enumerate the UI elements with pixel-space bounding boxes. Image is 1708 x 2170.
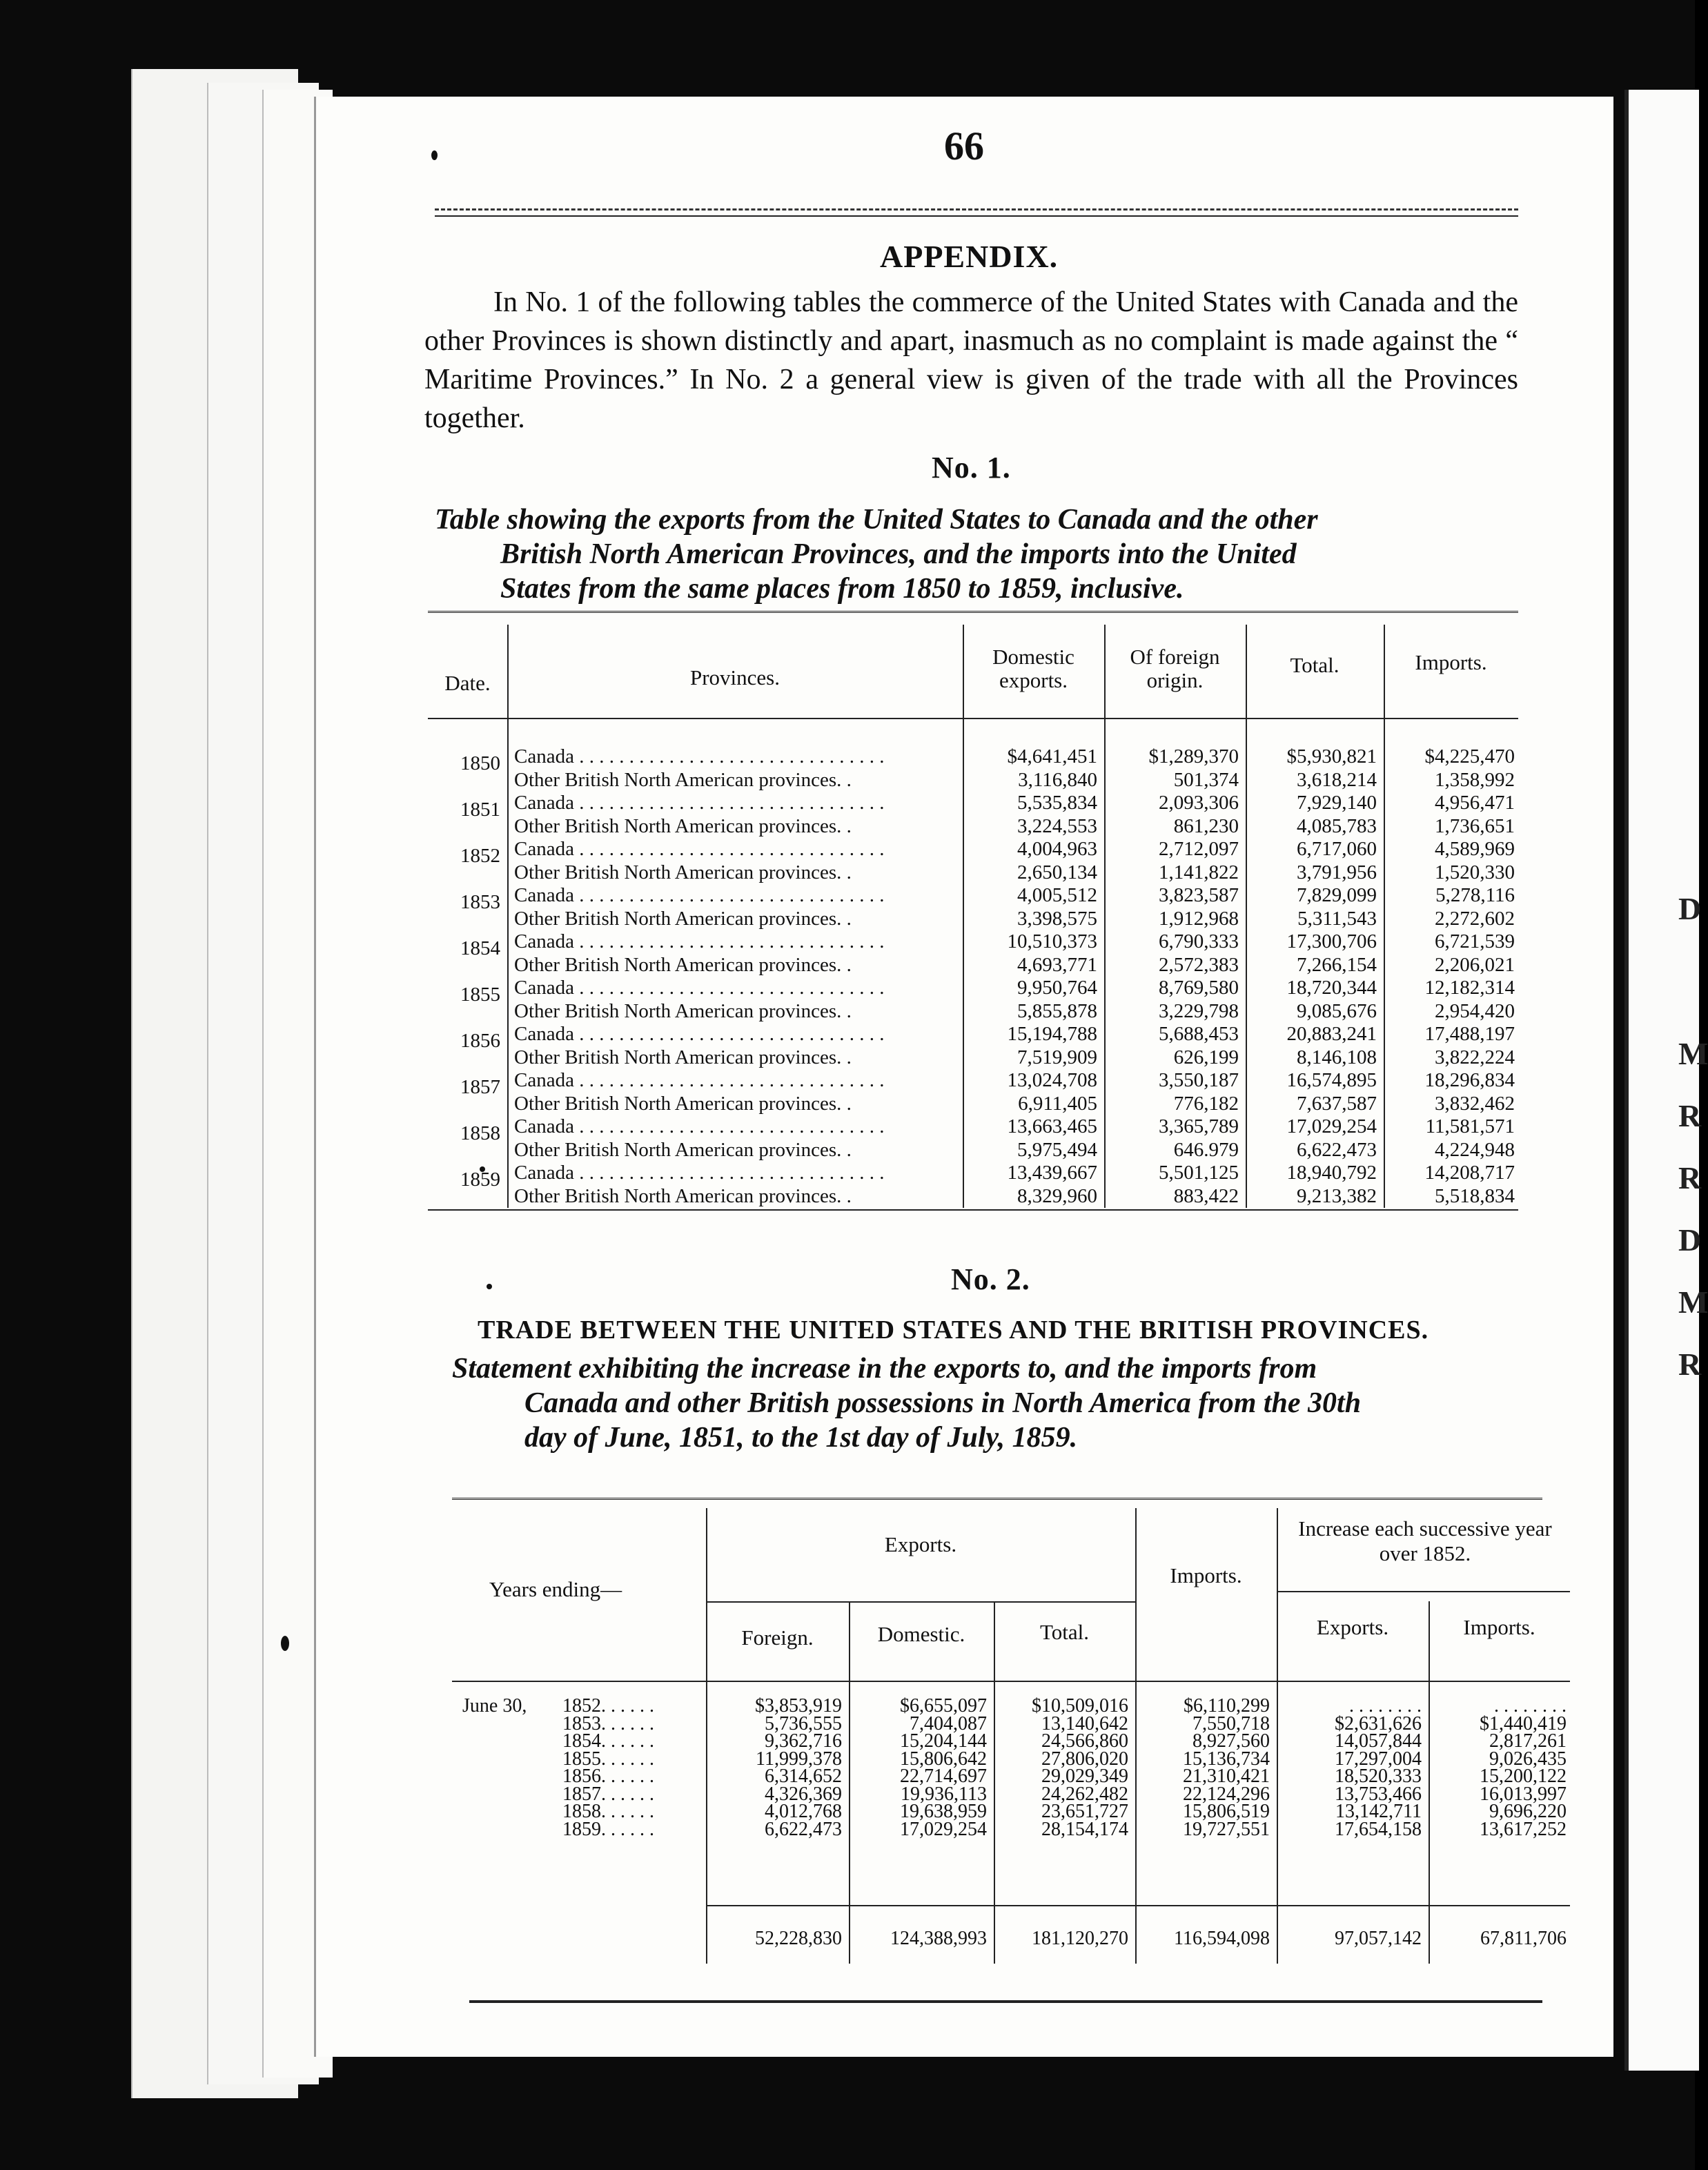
total-cell: 28,154,174 [1041, 1818, 1128, 1840]
table-row [428, 884, 1518, 913]
increase-exports-cell: 14,057,844 [1335, 1730, 1422, 1752]
year-cell: 1854. . . . . . [562, 1730, 654, 1752]
table-row [428, 1139, 1518, 1162]
increase-imports-cell: 2,817,261 [1489, 1730, 1567, 1752]
total-cell: 8,146,108 [1297, 1046, 1377, 1068]
table2-caption-line: Statement exhibiting the increase in the exports to, and the imports from [452, 1353, 1317, 1385]
column-header-exports: Exports. [884, 1532, 957, 1556]
increase-imports-cell: 9,026,435 [1489, 1748, 1567, 1770]
table2-title: TRADE BETWEEN THE UNITED STATES AND THE BRITISH PROVINCES. [478, 1316, 1429, 1345]
domestic-exports-cell: 2,650,134 [1017, 861, 1097, 883]
domestic-cell: 19,638,959 [900, 1801, 987, 1822]
imports-cell: 11,581,571 [1425, 1115, 1515, 1137]
domestic-cell: 17,029,254 [900, 1818, 987, 1840]
column-header-total: Total. [1039, 1620, 1089, 1644]
table-row [428, 1115, 1518, 1144]
imports-cell: 21,310,421 [1183, 1766, 1270, 1787]
province-cell: Canada . . . . . . . . . . . . . . . . . . . . . . . . . . . . . . . [514, 930, 885, 952]
increase-imports-cell: 15,200,122 [1480, 1766, 1567, 1787]
total-cell: 7,637,587 [1297, 1092, 1377, 1115]
province-cell: Other British North American provinces. . [514, 1092, 852, 1115]
table-row [452, 1730, 1570, 1752]
domestic-exports-cell: 4,004,963 [1017, 838, 1097, 860]
province-cell: Other British North American provinces. . [514, 907, 852, 930]
domestic-exports-cell: 10,510,373 [1007, 930, 1097, 952]
imports-cell: 18,296,834 [1424, 1069, 1515, 1091]
year-cell: 1859 [460, 1169, 500, 1191]
imports-cell: 1,520,330 [1435, 861, 1515, 883]
total-cell: 29,029,349 [1041, 1766, 1128, 1787]
header-divider [1277, 1591, 1570, 1592]
foreign-origin-cell: 626,199 [1173, 1046, 1239, 1068]
table-row [428, 1093, 1518, 1115]
table2-number: No. 2. [951, 1262, 1030, 1296]
total-cell: 4,085,783 [1297, 814, 1377, 837]
imports-cell: $4,225,470 [1424, 745, 1515, 768]
province-cell: Other British North American provinces. . [514, 999, 852, 1022]
imports-cell: 12,182,314 [1424, 977, 1515, 999]
imports-cell: 22,124,296 [1183, 1783, 1270, 1805]
intro-paragraph: In No. 1 of the following tables the commerce of the United States with Canada and the other Provinces is shown distinctly and apart, inasmuch as no complaint is made against the “ Maritime Provinces.” In No. 2 a general view is given of the trade with all the Provinces together. [424, 286, 1518, 434]
increase-imports-cell: 13,617,252 [1480, 1818, 1567, 1840]
foreign-origin-cell: 3,550,187 [1159, 1069, 1239, 1091]
province-cell: Canada . . . . . . . . . . . . . . . . . . . . . . . . . . . . . . . [514, 1069, 885, 1091]
imports-cell: 8,927,560 [1192, 1730, 1270, 1752]
province-cell: Canada . . . . . . . . . . . . . . . . . . . . . . . . . . . . . . . [514, 977, 885, 999]
column-header-imports: Imports. [1415, 650, 1487, 674]
domestic-exports-cell: $4,641,451 [1007, 745, 1097, 768]
total-domestic-cell: 124,388,993 [890, 1928, 987, 1949]
table1-caption-line: Table showing the exports from the United States to Canada and the other [435, 504, 1318, 536]
foreign-origin-cell: $1,289,370 [1148, 745, 1239, 768]
adjacent-page-edge [1624, 90, 1708, 2071]
domestic-exports-cell: 4,693,771 [1017, 953, 1097, 976]
foreign-origin-cell: 1,912,968 [1159, 907, 1239, 930]
table-row [428, 745, 1518, 774]
province-cell: Other British North American provinces. . [514, 814, 852, 837]
domestic-cell: 19,936,113 [901, 1783, 987, 1805]
year-cell: 1851 [460, 799, 500, 821]
edge-letter: D [1678, 891, 1702, 926]
increase-imports-cell: 16,013,997 [1480, 1783, 1567, 1805]
foreign-origin-cell: 5,688,453 [1159, 1023, 1239, 1045]
edge-letter: M [1678, 1284, 1708, 1320]
header-rule [435, 208, 1518, 211]
column-header-domestic: Domestic exports. [992, 645, 1074, 692]
foreign-origin-cell: 646.979 [1173, 1138, 1239, 1161]
increase-exports-cell: 18,520,333 [1335, 1766, 1422, 1787]
edge-letter: M [1678, 1036, 1708, 1071]
year-cell: 1853. . . . . . [562, 1712, 654, 1734]
province-cell: Canada . . . . . . . . . . . . . . . . . . . . . . . . . . . . . . . [514, 1162, 885, 1184]
total-cell: 9,213,382 [1297, 1184, 1377, 1207]
domestic-exports-cell: 6,911,405 [1018, 1092, 1097, 1115]
foreign-cell: 5,736,555 [765, 1712, 842, 1734]
foreign-cell: 6,622,473 [765, 1818, 842, 1840]
domestic-exports-cell: 13,439,667 [1007, 1162, 1097, 1184]
table1-top-rule [428, 611, 1518, 616]
increase-exports-cell: 17,654,158 [1335, 1818, 1422, 1840]
foreign-cell: 4,012,768 [765, 1801, 842, 1822]
domestic-cell: 15,806,642 [900, 1748, 987, 1770]
date-label-cell: June 30, [462, 1695, 527, 1717]
imports-cell: 2,206,021 [1435, 953, 1515, 976]
table-row [428, 1185, 1518, 1208]
table-row [428, 861, 1518, 884]
column-header-total: Total. [1290, 653, 1339, 677]
total-cell: 6,622,473 [1297, 1138, 1377, 1161]
total-cell: 27,806,020 [1041, 1748, 1128, 1770]
table2-top-rule [452, 1498, 1542, 1503]
table2-caption-line: Canada and other British possessions in North America from the 30th [524, 1387, 1362, 1419]
column-header-foreign: Foreign. [741, 1625, 814, 1650]
year-cell: 1854 [460, 937, 500, 959]
foreign-cell: $3,853,919 [755, 1695, 842, 1717]
total-cell: 9,085,676 [1297, 999, 1377, 1022]
total-cell: 17,300,706 [1286, 930, 1377, 952]
increase-exports-cell: $2,631,626 [1335, 1712, 1422, 1734]
increase-imports-cell: 9,696,220 [1489, 1801, 1567, 1822]
year-cell: 1856. . . . . . [562, 1766, 654, 1787]
foreign-origin-cell: 776,182 [1173, 1092, 1239, 1115]
header-rule [435, 215, 1518, 217]
total-cell: 23,651,727 [1041, 1801, 1128, 1822]
imports-cell: 3,832,462 [1435, 1092, 1515, 1115]
table-row [428, 1046, 1518, 1069]
foreign-origin-cell: 3,229,798 [1159, 999, 1239, 1022]
imports-cell: 19,727,551 [1183, 1818, 1270, 1840]
total-cell: 18,720,344 [1286, 977, 1377, 999]
foreign-origin-cell: 3,365,789 [1159, 1115, 1239, 1137]
province-cell: Other British North American provinces. . [514, 1138, 852, 1161]
total-cell: 17,029,254 [1286, 1115, 1377, 1137]
foreign-origin-cell: 6,790,333 [1159, 930, 1239, 952]
table-row [428, 930, 1518, 959]
year-cell: 1858 [460, 1122, 500, 1144]
column-header-provinces: Provinces. [689, 665, 780, 690]
table-row [428, 792, 1518, 821]
table-row [428, 1069, 1518, 1098]
total-cell: 3,618,214 [1297, 768, 1377, 791]
imports-cell: 15,136,734 [1183, 1748, 1270, 1770]
foreign-cell: 4,326,369 [765, 1783, 842, 1805]
foreign-origin-cell: 501,374 [1173, 768, 1239, 791]
table-row [452, 1768, 1570, 1785]
domestic-cell: 22,714,697 [900, 1766, 987, 1787]
imports-cell: 1,358,992 [1435, 768, 1515, 791]
table-row [428, 954, 1518, 977]
table1-caption [435, 502, 1525, 606]
province-cell: Canada . . . . . . . . . . . . . . . . . . . . . . . . . . . . . . . [514, 792, 885, 814]
year-cell: 1853 [460, 891, 500, 913]
totals-divider [706, 1905, 1570, 1906]
province-cell: Canada . . . . . . . . . . . . . . . . . . . . . . . . . . . . . . . [514, 838, 885, 860]
table-row [428, 815, 1518, 838]
table-row [428, 1162, 1518, 1191]
total-cell: 13,140,642 [1041, 1712, 1128, 1734]
table-row [428, 908, 1518, 930]
domestic-exports-cell: 15,194,788 [1007, 1023, 1097, 1045]
foreign-origin-cell: 2,572,383 [1159, 953, 1239, 976]
header-divider [452, 1681, 1570, 1682]
domestic-exports-cell: 13,663,465 [1007, 1115, 1097, 1137]
table-row [428, 1023, 1518, 1052]
ink-dot [281, 1636, 289, 1651]
domestic-cell: $6,655,097 [900, 1695, 987, 1717]
province-cell: Canada . . . . . . . . . . . . . . . . . . . . . . . . . . . . . . . [514, 745, 885, 768]
total-cell: 7,929,140 [1297, 792, 1377, 814]
year-cell: 1850 [460, 752, 500, 774]
imports-cell: 5,518,834 [1435, 1184, 1515, 1207]
exports-imports-table [428, 625, 1518, 1208]
table1-bottom-rule [428, 1209, 1518, 1211]
column-header-date: Date. [444, 671, 491, 695]
imports-cell: 14,208,717 [1424, 1162, 1515, 1184]
year-cell: 1857. . . . . . [562, 1783, 654, 1805]
imports-cell: 4,956,471 [1435, 792, 1515, 814]
year-cell: 1855 [460, 984, 500, 1006]
total-cell: $5,930,821 [1286, 745, 1377, 768]
imports-cell: 1,736,651 [1435, 814, 1515, 837]
imports-cell: 4,224,948 [1435, 1138, 1515, 1161]
domestic-exports-cell: 5,535,834 [1017, 792, 1097, 814]
column-header-domestic: Domestic. [877, 1622, 965, 1646]
table2-caption [452, 1351, 1542, 1455]
province-cell: Other British North American provinces. . [514, 768, 852, 791]
total-total-cell: 181,120,270 [1032, 1928, 1128, 1949]
imports-cell: 2,272,602 [1435, 907, 1515, 930]
total-cell: 20,883,241 [1286, 1023, 1377, 1045]
year-cell: 1857 [460, 1076, 500, 1098]
total-imports-cell: 116,594,098 [1174, 1928, 1270, 1949]
imports-cell: 15,806,519 [1183, 1801, 1270, 1822]
province-cell: Canada . . . . . . . . . . . . . . . . . . . . . . . . . . . . . . . [514, 1023, 885, 1045]
table2-bottom-rule [469, 2000, 1542, 2003]
increase-exports-cell: 13,142,711 [1335, 1801, 1422, 1822]
province-cell: Canada . . . . . . . . . . . . . . . . . . . . . . . . . . . . . . . [514, 1115, 885, 1137]
table1-caption-line: States from the same places from 1850 to 1859, inclusive. [500, 573, 1184, 605]
edge-letter: D [1678, 1222, 1702, 1258]
table-row [452, 1818, 1570, 1840]
total-increase-exports-cell: 97,057,142 [1335, 1928, 1422, 1949]
table-row [452, 1712, 1570, 1734]
year-cell: 1852. . . . . . [562, 1695, 654, 1717]
column-header-years: Years ending— [489, 1577, 622, 1601]
foreign-cell: 9,362,716 [765, 1730, 842, 1752]
total-increase-imports-cell: 67,811,706 [1480, 1928, 1567, 1949]
table-row [428, 769, 1518, 792]
province-cell: Other British North American provinces. . [514, 1184, 852, 1207]
imports-cell: 5,278,116 [1435, 884, 1515, 906]
column-header-increase: Increase each successive year over 1852. [1298, 1516, 1552, 1565]
total-cell: 24,262,482 [1041, 1783, 1128, 1805]
imports-cell: 2,954,420 [1435, 999, 1515, 1022]
year-cell: 1852 [460, 845, 500, 867]
province-cell: Other British North American provinces. . [514, 861, 852, 883]
foreign-origin-cell: 2,712,097 [1159, 838, 1239, 860]
increase-exports-cell: . . . . . . . . [1349, 1695, 1422, 1717]
foreign-origin-cell: 8,769,580 [1159, 977, 1239, 999]
increase-exports-cell: 13,753,466 [1335, 1783, 1422, 1805]
foreign-origin-cell: 2,093,306 [1159, 792, 1239, 814]
total-cell: 18,940,792 [1286, 1162, 1377, 1184]
page-number: 66 [944, 124, 984, 168]
increase-exports-cell: 17,297,004 [1335, 1748, 1422, 1770]
totals-row [452, 1930, 1570, 1947]
table2-caption-line: day of June, 1851, to the 1st day of July, 1859. [524, 1422, 1078, 1454]
domestic-exports-cell: 7,519,909 [1017, 1046, 1097, 1068]
table-row [452, 1801, 1570, 1822]
trade-increase-table [452, 1508, 1570, 1964]
foreign-origin-cell: 5,501,125 [1159, 1162, 1239, 1184]
column-header-foreign: Of foreign origin. [1130, 645, 1220, 692]
total-cell: 16,574,895 [1286, 1069, 1377, 1091]
foreign-origin-cell: 1,141,822 [1159, 861, 1239, 883]
domestic-exports-cell: 13,024,708 [1007, 1069, 1097, 1091]
province-cell: Other British North American provinces. . [514, 953, 852, 976]
total-cell: 24,566,860 [1041, 1730, 1128, 1752]
column-header-increase-exports: Exports. [1316, 1615, 1389, 1639]
domestic-exports-cell: 3,398,575 [1017, 907, 1097, 930]
edge-letter: R [1678, 1347, 1702, 1382]
province-cell: Other British North American provinces. . [514, 1046, 852, 1068]
total-cell: 7,829,099 [1297, 884, 1377, 906]
foreign-origin-cell: 3,823,587 [1159, 884, 1239, 906]
imports-cell: 6,721,539 [1435, 930, 1515, 952]
column-header-increase-imports: Imports. [1463, 1615, 1535, 1639]
table-row [428, 838, 1518, 867]
appendix-heading: APPENDIX. [880, 239, 1059, 274]
total-cell: 6,717,060 [1297, 838, 1377, 860]
domestic-cell: 7,404,087 [910, 1712, 987, 1734]
increase-imports-cell: . . . . . . . . [1494, 1695, 1567, 1717]
imports-cell: 17,488,197 [1424, 1023, 1515, 1045]
year-cell: 1859. . . . . . [562, 1818, 654, 1840]
total-cell: 7,266,154 [1297, 953, 1377, 976]
header-divider [706, 1601, 1135, 1603]
total-cell: 5,311,543 [1297, 907, 1377, 930]
foreign-cell: 6,314,652 [765, 1766, 842, 1787]
table-row [428, 1000, 1518, 1023]
foreign-origin-cell: 861,230 [1173, 814, 1239, 837]
year-cell: 1858. . . . . . [562, 1801, 654, 1822]
table1-caption-line: British North American Provinces, and the imports into the United [500, 538, 1297, 570]
total-foreign-cell: 52,228,830 [755, 1928, 842, 1949]
imports-cell: $6,110,299 [1184, 1695, 1270, 1717]
domestic-exports-cell: 4,005,512 [1017, 884, 1097, 906]
table-row [452, 1748, 1570, 1770]
table-row [428, 977, 1518, 1006]
domestic-exports-cell: 3,116,840 [1018, 768, 1097, 791]
table-row [452, 1783, 1570, 1805]
ink-dot [431, 150, 438, 160]
foreign-cell: 11,999,378 [756, 1748, 842, 1770]
column-header-imports: Imports. [1170, 1563, 1242, 1587]
year-cell: 1856 [460, 1030, 500, 1052]
table-row [452, 1695, 1570, 1717]
domestic-exports-cell: 8,329,960 [1017, 1184, 1097, 1207]
domestic-exports-cell: 3,224,553 [1017, 814, 1097, 837]
total-cell: 3,791,956 [1297, 861, 1377, 883]
domestic-exports-cell: 5,855,878 [1017, 999, 1097, 1022]
foreign-origin-cell: 883,422 [1173, 1184, 1239, 1207]
domestic-exports-cell: 5,975,494 [1017, 1138, 1097, 1161]
imports-cell: 4,589,969 [1435, 838, 1515, 860]
increase-imports-cell: $1,440,419 [1480, 1712, 1567, 1734]
edge-letter: R [1678, 1098, 1702, 1133]
ink-dot [487, 1284, 492, 1289]
province-cell: Canada . . . . . . . . . . . . . . . . . . . . . . . . . . . . . . . [514, 884, 885, 906]
year-cell: 1855. . . . . . [562, 1748, 654, 1770]
total-cell: $10,509,016 [1032, 1695, 1128, 1717]
imports-cell: 3,822,224 [1435, 1046, 1515, 1068]
edge-letter: R [1678, 1160, 1702, 1195]
table1-number: No. 1. [932, 451, 1011, 485]
imports-cell: 7,550,718 [1192, 1712, 1270, 1734]
domestic-cell: 15,204,144 [900, 1730, 987, 1752]
domestic-exports-cell: 9,950,764 [1017, 977, 1097, 999]
